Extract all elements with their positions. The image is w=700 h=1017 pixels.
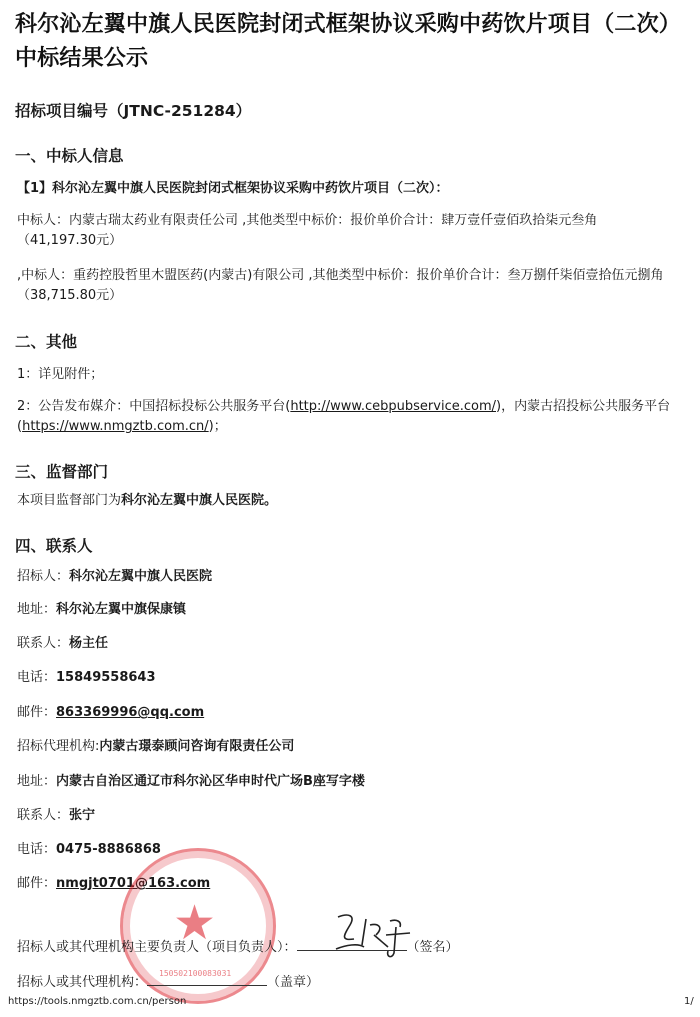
phone-label: 电话：: [17, 670, 57, 685]
agency-phone-row: [17, 840, 689, 860]
winner-2: ,中标人：重药控股哲里木盟医药(内蒙古)有限公司 ,其他类型中标价：报价单价合计：叁万捌仟柒佰壹拾伍元捌角（38,715.80元）: [17, 268, 664, 303]
contact-value: 杨主任: [69, 636, 109, 651]
supervision-dept: 科尔沁左翼中旗人民医院。: [121, 493, 278, 508]
seal-number: 150502100083031: [159, 969, 232, 978]
address-label: 地址：: [17, 602, 57, 617]
agency-value: 内蒙古璟泰顾问咨询有限责任公司: [99, 739, 295, 754]
winner-1: 中标人：内蒙古瑞太药业有限责任公司 ,其他类型中标价：报价单价合计：肆万壹仟壹佰玖拾柒元叁角（41,197.30元）: [17, 213, 598, 248]
stamp-blank: [147, 971, 267, 986]
address-value: 科尔沁左翼中旗保康镇: [56, 602, 187, 617]
phone-value: 15849558643: [56, 670, 156, 685]
project-number: 招标项目编号（JTNC-251284）: [15, 102, 252, 120]
signature-line-2-prefix: 招标人或其代理机构：: [17, 975, 148, 990]
other-item-2-mid: )，内蒙古招投标公共服务平台(: [17, 399, 671, 434]
tenderer-label: 招标人：: [17, 569, 70, 584]
contact-label: 联系人：: [17, 636, 70, 651]
tenderer-value: 科尔沁左翼中旗人民医院: [69, 569, 213, 584]
agency-email-row: [17, 874, 689, 894]
section-other-heading: 二、其他: [15, 333, 78, 351]
agency-contact-row: [17, 806, 689, 826]
agency-phone-value: 0475-8886868: [56, 842, 161, 857]
agency-email-label: 邮件：: [17, 876, 57, 891]
tenderer-phone-row: [17, 668, 689, 688]
tenderer-address-row: [17, 600, 689, 620]
agency-row: [17, 737, 689, 757]
agency-contact-label: 联系人：: [17, 808, 70, 823]
signature-line-1-prefix: 招标人或其代理机构主要负责人（项目负责人）：: [17, 940, 297, 955]
agency-phone-label: 电话：: [17, 842, 57, 857]
agency-contact-value: 张宁: [69, 808, 96, 823]
other-item-2: [17, 397, 689, 437]
tenderer-contact-row: [17, 634, 689, 654]
agency-address-value: 内蒙古自治区通辽市科尔沁区华申时代广场B座写字楼: [56, 774, 365, 789]
section-winner-heading: 一、中标人信息: [15, 147, 124, 165]
cebpubservice-link[interactable]: http://www.cebpubservice.com/: [290, 399, 496, 414]
footer-page-number: 1/: [684, 996, 694, 1007]
agency-address-row: [17, 772, 689, 792]
footer-url: https://tools.nmgztb.com.cn/person: [8, 996, 187, 1007]
nmgztb-link[interactable]: https://www.nmgztb.com.cn/: [22, 419, 209, 434]
section-supervision-heading: 三、监督部门: [15, 463, 109, 481]
agency-label: 招标代理机构:: [17, 739, 100, 754]
section-contact-heading: 四、联系人: [15, 537, 93, 555]
tenderer-row: [17, 567, 689, 587]
signature-line-1-suffix: （签名）: [406, 940, 459, 955]
signature-line-2-suffix: （盖章）: [267, 975, 320, 990]
other-item-2-suffix: )；: [208, 419, 227, 434]
tenderer-email-row: [17, 703, 689, 723]
supervision-text: [17, 491, 689, 511]
page-title: 科尔沁左翼中旗人民医院封闭式框架协议采购中药饮片项目（二次）中标结果公示: [15, 12, 682, 71]
seal-star-icon: ★: [173, 895, 217, 951]
lot-title: 【1】科尔沁左翼中旗人民医院封闭式框架协议采购中药饮片项目（二次）：: [17, 181, 449, 196]
agency-email-link[interactable]: nmgjt0701@163.com: [56, 876, 211, 891]
other-item-1: 1：详见附件；: [17, 367, 104, 382]
handwritten-signature: [330, 905, 420, 965]
other-item-2-prefix: 2：公告发布媒介：中国招标投标公共服务平台(: [17, 399, 291, 414]
signature-line-2: [17, 971, 689, 993]
supervision-prefix: 本项目监督部门为: [17, 493, 122, 508]
email-label: 邮件：: [17, 705, 57, 720]
agency-address-label: 地址：: [17, 774, 57, 789]
tenderer-email-link[interactable]: 863369996@qq.com: [56, 705, 205, 720]
